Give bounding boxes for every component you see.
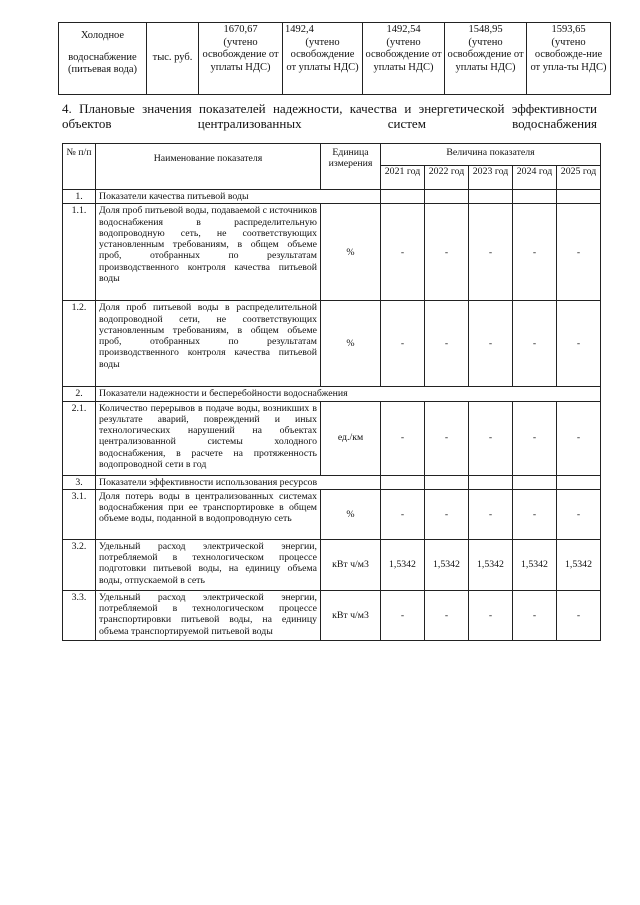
section-title: Показатели надежности и бесперебойности водоснабжения [96,387,601,401]
row-value: - [469,590,513,640]
header-unit: Единица измерения [321,144,381,190]
row-unit: кВт ч/м3 [321,539,381,590]
value-cell [363,23,445,95]
row-value: - [469,301,513,387]
section-num: 1. [63,190,96,204]
section-row [63,387,601,401]
section-row [63,190,601,204]
row-num: 1.2. [63,301,96,387]
row-name: Доля проб питьевой воды в распределительной водопроводной сети, не соответствующих установленным требованиям, в общем объеме проб, отобранных по результатам производственного контроля качества питьевой воды [96,301,321,387]
value-number: 1593,65 [551,24,586,35]
section-row [63,475,601,489]
row-unit: % [321,489,381,539]
row-num: 3.2. [63,539,96,590]
row-num: 3.3. [63,590,96,640]
row-unit: % [321,204,381,301]
row-unit: кВт ч/м3 [321,590,381,640]
row-value: 1,5342 [381,539,425,590]
row-value: - [381,204,425,301]
row-value: - [425,204,469,301]
row-value: - [425,590,469,640]
section-num: 3. [63,475,96,489]
row-name: Доля проб питьевой воды, подаваемой с источников водоснабжения в распределительную водопроводную сеть, не соответствующих установленным требованиям, в общем объеме проб, отобранных по результатам производственного контроля качества питьевой воды [96,204,321,301]
header-values: Величина показателя [381,144,601,166]
row-num: 3.1. [63,489,96,539]
table-row [63,590,601,640]
table-row [63,489,601,539]
row-value: - [513,301,557,387]
value-note: (учтено освобождение от уплаты НДС) [365,36,442,73]
row-num: 1.1. [63,204,96,301]
tariff-continuation-table [58,22,611,95]
section-title: Показатели качества питьевой воды [96,190,381,204]
unit-cell: тыс. руб. [147,23,199,95]
row-value: - [381,401,425,475]
row-value: 1,5342 [425,539,469,590]
row-value: - [381,489,425,539]
indicators-table [62,143,601,641]
row-value: - [425,401,469,475]
row-value: - [513,401,557,475]
section-num: 2. [63,387,96,401]
header-name: Наименование показателя [96,144,321,190]
row-value: - [557,204,601,301]
value-cell [445,23,527,95]
value-cell [527,23,611,95]
row-value: - [469,401,513,475]
row-value: 1,5342 [557,539,601,590]
value-number: 1670,67 [223,24,258,35]
value-cell [283,23,363,95]
value-note: (учтено освобождение от уплаты НДС) [447,36,524,73]
row-name: Удельный расход электрической энергии, потребляемой в технологическом процессе подготовки питьевой воды, на единицу объема воды, отпускаемой в сеть [96,539,321,590]
row-value: - [469,489,513,539]
row-value: 1,5342 [513,539,557,590]
header-row [63,144,601,166]
row-value: - [425,489,469,539]
row-name: Удельный расход электрической энергии, потребляемой в технологическом процессе транспортировки питьевой воды, на единицу объема транспортируемой питьевой воды [96,590,321,640]
service-label-line1: Холодное [80,30,125,41]
row-value: - [381,590,425,640]
value-note: (учтено освобожде-ние от упла-ты НДС) [530,36,607,73]
table-row [59,23,611,95]
row-value: - [557,489,601,539]
row-value: - [513,590,557,640]
header-year: 2023 год [469,166,513,190]
row-value: - [381,301,425,387]
value-note: (учтено освобождение от уплаты НДС) [286,36,359,73]
service-label-cell [59,23,147,95]
header-num: № п/п [63,144,96,190]
value-note: (учтено освобождение от уплаты НДС) [202,36,279,73]
value-number: 1492,4 [285,24,314,35]
row-value: - [513,204,557,301]
row-value: - [425,301,469,387]
row-unit: % [321,301,381,387]
value-number: 1492,54 [386,24,421,35]
service-label-line2: водоснабжение (питьевая вода) [67,51,138,76]
header-year: 2021 год [381,166,425,190]
row-num: 2.1. [63,401,96,475]
header-year: 2024 год [513,166,557,190]
row-value: - [557,590,601,640]
row-name: Доля потерь воды в централизованных системах водоснабжения при ее транспортировке в общем объеме воды, поданной в водопроводную сеть [96,489,321,539]
row-unit: ед./км [321,401,381,475]
row-value: - [557,301,601,387]
row-value: - [557,401,601,475]
row-value: - [469,204,513,301]
section-title: Показатели эффективности использования ресурсов [96,475,381,489]
header-year: 2025 год [557,166,601,190]
table-row [63,539,601,590]
header-year: 2022 год [425,166,469,190]
value-cell [199,23,283,95]
row-value: 1,5342 [469,539,513,590]
row-name: Количество перерывов в подаче воды, возникших в результате аварий, повреждений и иных технологических нарушений на объектах централизованной системы холодного водоснабжения, в расчете на протяженность водопроводной сети в год [96,401,321,475]
table-row [63,401,601,475]
section-heading: 4. Плановые значения показателей надежности, качества и энергетической эффективности объектов централизованных систем водоснабжения [62,101,597,131]
value-number: 1548,95 [468,24,503,35]
table-row [63,301,601,387]
table-row [63,204,601,301]
row-value: - [513,489,557,539]
